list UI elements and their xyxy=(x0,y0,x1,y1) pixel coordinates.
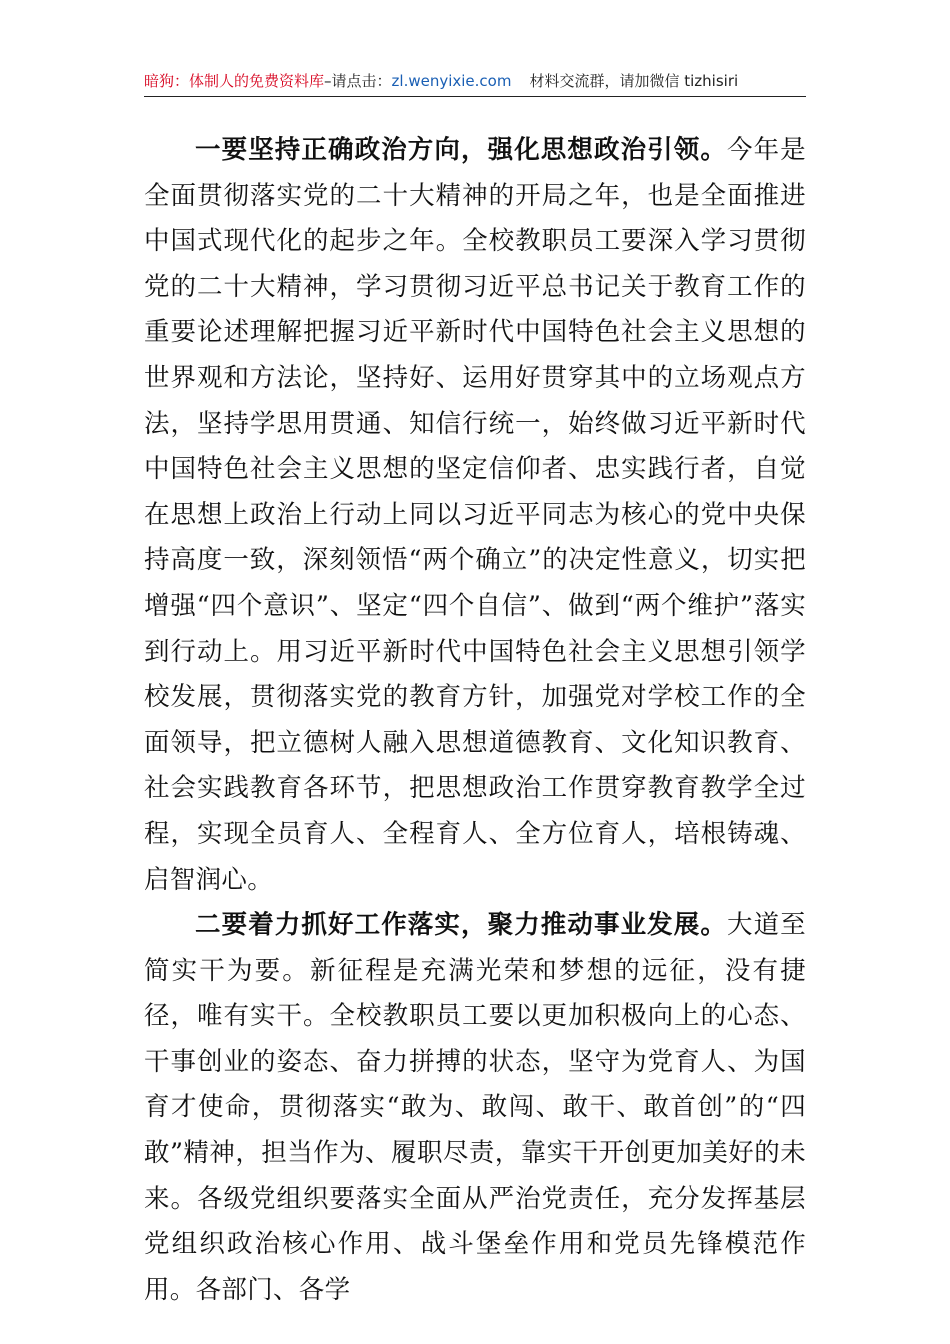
paragraph-one-heading: 一要坚持正确政治方向，强化思想政治引领。 xyxy=(195,135,727,165)
paragraph-two-body: 大道至简实干为要。新征程是充满光荣和梦想的远征，没有捷径，唯有实干。全校教职员工要以更加积极向上的心态、干事创业的姿态、奋力拼搏的状态，坚守为党育人、为国育才使命，贯彻落实“敢为、敢闯、敢干、敢首创”的“四敢”精神，担当作为、履职尽责，靠实干开创更加美好的未来。各级党组织要落实全面从严治党责任，充分发挥基层党组织政治核心作用、战斗堡垒作用和党员先锋模范作用。各部门、各学 xyxy=(144,910,806,1305)
header-wechat-note: 材料交流群，请加微信 tizhisiri xyxy=(529,72,739,90)
paragraph-one xyxy=(144,128,806,903)
header-click-prompt: –请点击： xyxy=(324,72,392,90)
document-body xyxy=(144,128,806,1313)
header-site-name[interactable]: 暗狗：体制人的免费资料库 xyxy=(144,72,325,90)
paragraph-two xyxy=(144,903,806,1313)
header-url-link[interactable]: zl.wenyixie.com xyxy=(391,72,512,90)
paragraph-one-body: 今年是全面贯彻落实党的二十大精神的开局之年，也是全面推进中国式现代化的起步之年。全校教职员工要深入学习贯彻党的二十大精神，学习贯彻习近平总书记关于教育工作的重要论述理解把握习近平新时代中国特色社会主义思想的世界观和方法论，坚持好、运用好贯穿其中的立场观点方法，坚持学思用贯通、知信行统一，始终做习近平新时代中国特色社会主义思想的坚定信仰者、忠实践行者，自觉在思想上政治上行动上同以习近平同志为核心的党中央保持高度一致，深刻领悟“两个确立”的决定性意义，切实把增强“四个意识”、坚定“四个自信”、做到“两个维护”落实到行动上。用习近平新时代中国特色社会主义思想引领学校发展，贯彻落实党的教育方针，加强党对学校工作的全面领导，把立德树人融入思想道德教育、文化知识教育、社会实践教育各环节，把思想政治工作贯穿教育教学全过程，实现全员育人、全程育人、全方位育人，培根铸魂、启智润心。 xyxy=(144,135,806,895)
paragraph-two-heading: 二要着力抓好工作落实，聚力推动事业发展。 xyxy=(195,910,727,941)
page-header xyxy=(144,70,806,97)
